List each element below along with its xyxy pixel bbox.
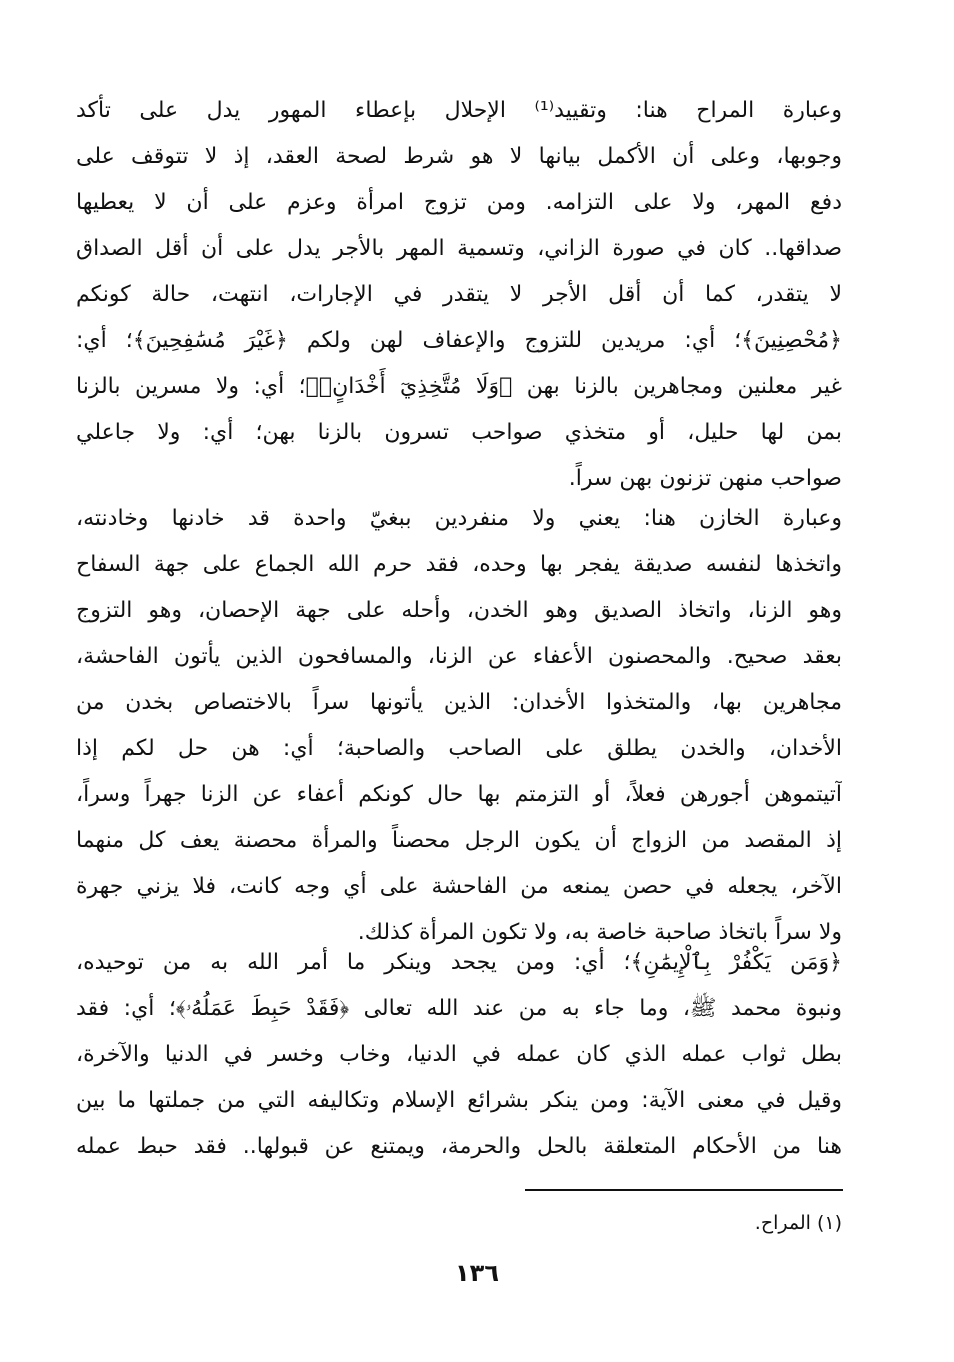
text-line: وعبارة الخازن هنا: يعني ولا منفردين ببغيّ واحدة قد خادنها وخادنته، — [76, 506, 842, 531]
text-line: مجاهرين بها، والمتخذوا الأخدان: الذين يأتونها سراً بالاختصاص بخدن من — [76, 690, 842, 715]
text-line: آتيتموهن أجورهن فعلاً، أو التزمتم بها حال كونكم أعفاء عن الزنا جهراً وسراً، — [76, 782, 842, 807]
text-line: بمن لها حليل، أو متخذي صواحب تسرون بالزنا بهن؛ أي: ولا جاعلي — [76, 420, 842, 445]
paragraph-2 — [76, 496, 842, 956]
text-line: لا يتقدر، كما أن أقل الأجر لا يتقدر في الإجارات، انتهت، حالة كونكم — [76, 282, 842, 307]
text-line: ولا سراً باتخاذ صاحبة خاصة به، ولا تكون المرأة كذلك. — [357, 920, 842, 945]
footnote: (١) المراح. — [754, 1212, 842, 1234]
text-line: صواحب منهن تزنون بهن سراً. — [568, 466, 842, 491]
text-line: وعبارة المراح هنا: وتقييد⁽¹⁾ الإحلال بإعطاء المهور يدل على تأكد — [76, 98, 842, 123]
text-line: ﴿وَمَن يَكْفُرْ بِٱلْإِيمَٰنِ﴾؛ أي: ومن يجحد وينكر ما أمر الله به من توحيده، — [76, 950, 842, 975]
footnote-divider — [525, 1189, 843, 1191]
text-line: إذ المقصد من الزواج أن يكون الرجل محصناً والمرأة محصنة يعف كل منهما — [76, 828, 842, 853]
text-line: وهو الزنا، واتخاذ الصديق وهو الخدن، وأحله على جهة الإحصان، وهو التزوج — [76, 598, 842, 623]
text-line: دفع المهر، ولا على التزامه. ومن تزوج امرأة وعزم على أن لا يعطيها — [76, 190, 842, 215]
text-line: بطل ثواب عمله الذي كان عمله في الدنيا، وخاب وخسر في الدنيا والآخرة، — [76, 1042, 842, 1067]
text-line: الأخدان، والخدن يطلق على الصاحب والصاحبة؛ أي: هن حل لكم إذا — [76, 736, 842, 761]
text-line: غير معلنين ومجاهرين بالزنا بهن ﴿وَلَا مُتَّخِذِيٓ أَخْدَانٍۗ﴾؛ أي: ولا مسرين بالزنا — [76, 374, 842, 399]
text-line: ﴿مُحْصِنِينَ﴾؛ أي: مريدين للتزوج والإعفاف لهن ولكم ﴿غَيْرَ مُسَٰفِحِينَ﴾؛ أي: — [76, 328, 842, 353]
text-line: الآخر، يجعله في حصن يمنعه من الفاحشة على أي وجه كانت، فلا يزني جهرة — [76, 874, 842, 899]
text-line: هنا من الأحكام المتعلقة بالحل والحرمة، ويمتنع عن قبولها.. فقد حبط عمله — [76, 1134, 842, 1159]
paragraph-3 — [76, 940, 842, 1170]
text-line: واتخذها لنفسه صديقة يفجر بها وحده، فقد حرم الله الجماع على جهة السفاح — [76, 552, 842, 577]
page-number: ١٣٦ — [455, 1259, 499, 1287]
text-line: ونبوة محمد ﷺ، وما جاء به من عند الله تعالى ﴿فَقَدْ حَبِطَ عَمَلُهُۥ﴾؛ أي: فقد — [76, 996, 842, 1021]
text-line: وجوبها، وعلى أن الأكمل بيانها لا هو شرط لصحة العقد، إذ لا تتوقف على — [76, 144, 842, 169]
text-line: بعقد صحيح. والمحصنون الأعفاء عن الزنا، والمسافحون الذين يأتون الفاحشة، — [76, 644, 842, 669]
text-line: صداقها.. كان في صورة الزاني، وتسمية المهر بالأجر يدل على أن أقل الصداق — [76, 236, 842, 261]
paragraph-1 — [76, 88, 842, 502]
text-line: وقيل في معنى الآية: ومن ينكر بشرائع الإسلام وتكاليفه التي من جملتها ما بين — [76, 1088, 842, 1113]
